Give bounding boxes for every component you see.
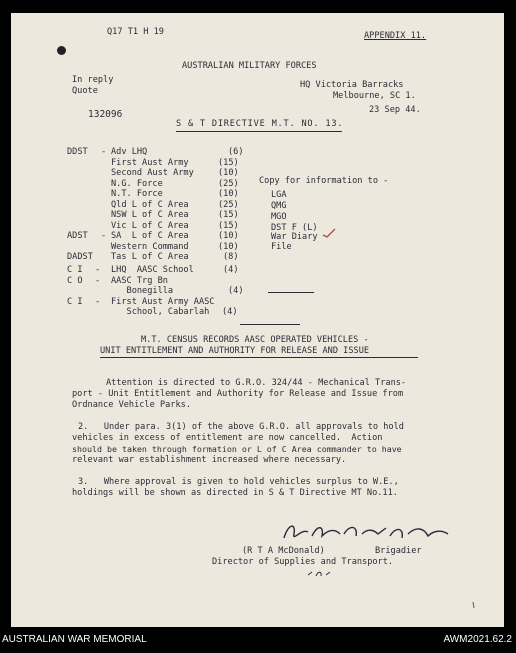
dist-unit: Adv LHQ	[111, 147, 148, 157]
dist-copies: (25)	[218, 199, 239, 210]
address-line-2: Melbourne, SC 1.	[333, 91, 416, 101]
paragraph-line: Ordnance Vehicle Parks.	[72, 400, 191, 410]
dist-copies: (15)	[218, 157, 239, 168]
file-reference: Q17 T1 H 19	[107, 27, 164, 37]
dist-copies: (10)	[218, 189, 239, 199]
paragraph-line: 2. Under para. 3(1) of the above G.R.O. all approvals to hold	[78, 422, 404, 432]
dist-unit: First Aust Army	[111, 157, 189, 168]
dist-unit: Tas L of C Area	[111, 252, 189, 262]
dist-prefix: C I	[67, 296, 83, 307]
copy-info-item: MGO	[271, 212, 287, 222]
paragraph-line: should be taken through formation or L of C Area commander to have	[72, 444, 402, 454]
dist-sep: -	[95, 265, 101, 275]
dist-unit: Second Aust Army	[111, 168, 194, 178]
reply-line-1: In reply	[72, 75, 114, 85]
punch-hole	[57, 46, 66, 55]
dist-copies: (8)	[223, 252, 239, 262]
dist-copies: (6)	[228, 147, 244, 157]
subject-line-2: UNIT ENTITLEMENT AND AUTHORITY FOR RELEASE AND ISSUE	[100, 346, 370, 356]
directive-underline	[176, 131, 342, 132]
copy-info-item: File	[271, 242, 292, 252]
dist-prefix: DADST	[67, 252, 93, 262]
separator-rule	[240, 324, 300, 325]
reply-line-2: Quote	[72, 86, 98, 96]
dist-unit: Vic L of C Area	[111, 220, 189, 231]
dist-unit: Western Command	[111, 241, 189, 252]
dist-copies: (4)	[228, 286, 244, 296]
copy-info-item: LGA	[271, 190, 287, 200]
handwritten-signature	[278, 518, 458, 548]
dist-unit: Bonegilla	[111, 286, 174, 296]
dist-unit: School, Cabarlah	[111, 307, 210, 317]
copy-info-item: War Diary	[271, 232, 318, 242]
signatory-title: Director of Supplies and Transport.	[212, 557, 394, 567]
dist-unit: AASC Trg Bn	[111, 275, 168, 286]
footer-accession-number: AWM2021.62.2	[443, 634, 512, 645]
footer-credit: AUSTRALIAN WAR MEMORIAL	[2, 634, 147, 645]
dist-copies: (4)	[222, 307, 238, 317]
dist-copies: (4)	[223, 265, 239, 275]
dist-copies: (15)	[218, 220, 239, 231]
copy-info-item: QMG	[271, 201, 287, 211]
appendix-label: APPENDIX 11.	[364, 31, 427, 41]
dist-sep: -	[101, 231, 107, 241]
copy-info-rule	[268, 292, 314, 293]
date: 23 Sep 44.	[369, 105, 421, 115]
dist-unit: N.T. Force	[111, 189, 163, 199]
file-number: 132096	[88, 109, 123, 120]
paragraph-line: Attention is directed to G.R.O. 324/44 - Mechanical Trans-	[106, 378, 407, 388]
directive-title: S & T DIRECTIVE M.T. NO. 13.	[176, 119, 344, 129]
dist-prefix: C I	[67, 265, 83, 275]
paragraph-line: relevant war establishment increased where necessary.	[72, 455, 347, 465]
footer-bar	[0, 629, 516, 653]
organisation-title: AUSTRALIAN MILITARY FORCES	[182, 61, 317, 71]
tick-mark-icon	[322, 228, 336, 238]
subject-underline	[100, 357, 418, 358]
copy-info-title: Copy for information to -	[259, 176, 389, 186]
dist-sep: -	[95, 275, 101, 286]
dist-sep: -	[101, 147, 107, 157]
address-line-1: HQ Victoria Barracks	[300, 80, 404, 90]
signatory-name: (R T A McDonald)	[242, 546, 325, 556]
signatory-rank: Brigadier	[375, 546, 422, 556]
dist-unit: LHQ AASC School	[111, 265, 194, 275]
dist-copies: (10)	[218, 241, 239, 252]
dist-copies: (10)	[218, 231, 239, 241]
dist-copies: (25)	[218, 178, 239, 189]
paragraph-line: vehicles in excess of entitlement are now cancelled. Action	[72, 433, 383, 443]
paragraph-line: holdings will be shown as directed in S & T Directive MT No.11.	[72, 488, 398, 498]
handwritten-initials	[306, 569, 336, 579]
dist-copies: (10)	[218, 168, 239, 178]
dist-prefix: DDST	[67, 147, 88, 157]
dist-unit: First Aust Army AASC	[111, 296, 215, 307]
dist-unit: SA L of C Area	[111, 231, 189, 241]
subject-line-1: M.T. CENSUS RECORDS AASC OPERATED VEHICLES -	[141, 335, 369, 345]
dist-prefix: ADST	[67, 231, 88, 241]
paragraph-line: 3. Where approval is given to hold vehicles surplus to W.E.,	[78, 477, 399, 487]
paragraph-line: port - Unit Entitlement and Authority for Release and Issue from	[72, 389, 404, 399]
dist-unit: N.G. Force	[111, 178, 163, 189]
dist-sep: -	[95, 296, 101, 307]
dist-unit: Qld L of C Area	[111, 199, 189, 210]
margin-mark	[471, 601, 477, 609]
dist-copies: (15)	[218, 210, 239, 220]
dist-prefix: C O	[67, 275, 83, 286]
dist-unit: NSW L of C Area	[111, 210, 189, 220]
copy-info-item: DST F (L)	[271, 223, 318, 233]
